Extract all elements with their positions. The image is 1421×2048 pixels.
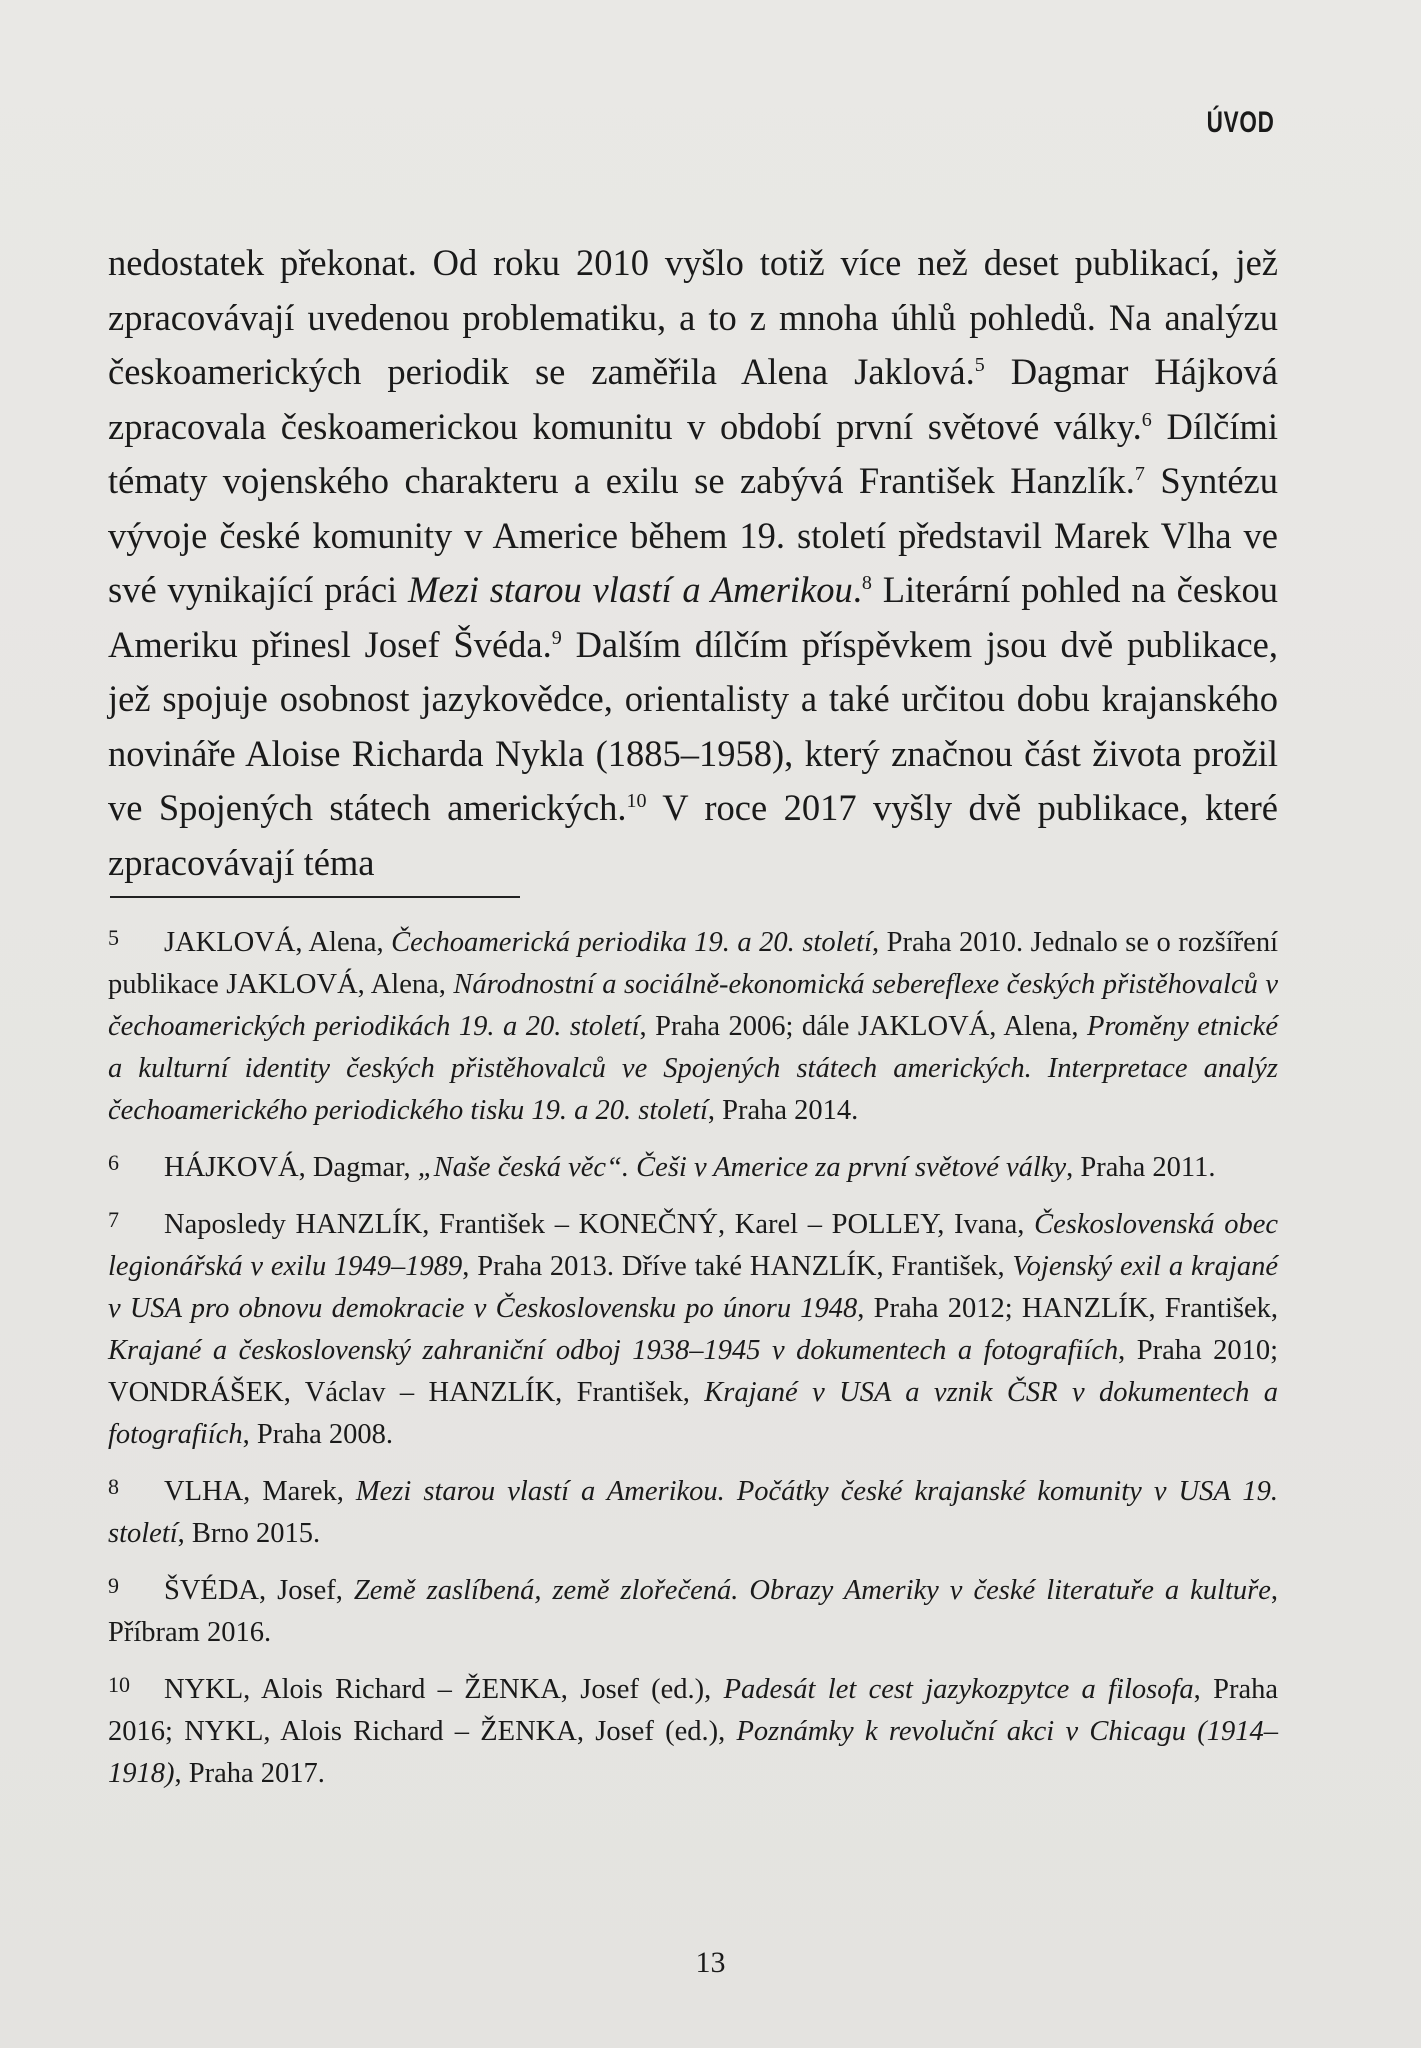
page-number: 13: [695, 1946, 726, 1979]
text-run: Naposledy HANZLÍK, František – KONEČNÝ, Karel – POLLEY, Ivana,: [164, 1209, 1035, 1240]
italic-title: Země zaslíbená, země zlořečená. Obrazy Ameriky v české literatuře a kultuře: [353, 1575, 1271, 1606]
text-run: .: [852, 569, 862, 610]
text-run: ŠVÉDA, Josef,: [164, 1575, 354, 1606]
text-run: , Praha 2014.: [707, 1095, 859, 1126]
text-run: HÁJKOVÁ, Dagmar,: [164, 1152, 418, 1183]
text-run: , Praha 2011.: [1066, 1152, 1216, 1183]
footnote-9: [108, 1565, 1278, 1654]
text-run: , Praha 2006; dále JAKLOVÁ, Alena,: [639, 1011, 1087, 1042]
footnotes: [108, 917, 1278, 1805]
italic-title: Vojenský exil a krajané v USA pro obnovu demokracie v Československu po únoru 1948: [108, 1251, 1279, 1324]
text-run: Literární pohled na českou Ameriku přinesl Josef Švéda.: [108, 569, 1278, 665]
text-run: Syntézu vývoje české komunity v Americe během 19. století představil Marek Vlha ve své vynikající práci: [108, 460, 1278, 610]
footnote-7: [108, 1199, 1278, 1456]
italic-title: Národnostní a sociálně-ekonomická sebereflexe českých přistěhovalců v čechoamerických periodikách 19. a 20. století: [108, 969, 1278, 1042]
footnote-number: 5: [108, 925, 119, 950]
text-run: , Praha 2016; NYKL, Alois Richard – ŽENKA, Josef (ed.),: [108, 1674, 1278, 1747]
text-run: , Praha 2012; HANZLÍK, František,: [857, 1293, 1278, 1324]
footnote-10: [108, 1664, 1278, 1795]
text-run: Dalším dílčím příspěvkem jsou dvě publikace, jež spojuje osobnost jazykovědce, orientalisty a také určitou dobu krajanského novináře Aloise Richarda Nykla (1885–1958), který značnou část života prožil ve Spojených státech amerických.: [108, 623, 1278, 828]
footnote-number: 8: [108, 1474, 119, 1499]
footnote-ref-8[interactable]: 8: [861, 571, 872, 594]
italic-title: „Naše česká věc“. Češi v Americe za první světové války: [417, 1152, 1067, 1183]
text-run: , Praha 2017.: [174, 1758, 325, 1789]
main-paragraph: [108, 236, 1278, 890]
footnote-ref-7[interactable]: 7: [1134, 462, 1145, 485]
text-run: , Praha 2010. Jednalo se o rozšíření publikace JAKLOVÁ, Alena,: [108, 927, 1278, 1000]
footnote-number: 7: [108, 1207, 119, 1232]
running-head: ÚVOD: [1206, 106, 1275, 139]
footnote-number: 10: [108, 1672, 130, 1697]
footnote-number: 9: [108, 1573, 119, 1598]
text-run: Dagmar Hájková zpracovala českoamerickou komunitu v období první světové války.: [108, 351, 1278, 447]
italic-title: Krajané v USA a vznik ČSR v dokumentech a fotografiích: [108, 1377, 1278, 1450]
italic-title: Mezi starou vlastí a Amerikou: [408, 569, 853, 610]
italic-title: Padesát let cest jazykozpytce a filosofa: [723, 1674, 1194, 1705]
italic-title: Poznámky k revoluční akci v Chicagu (1914–1918): [108, 1716, 1278, 1789]
footnote-ref-5[interactable]: 5: [974, 353, 985, 376]
text-run: Dílčími tématy vojenského charakteru a exilu se zabývá František Hanzlík.: [108, 405, 1278, 501]
footnote-8: [108, 1466, 1278, 1555]
text-run: , Praha 2010; VONDRÁŠEK, Václav – HANZLÍK, František,: [108, 1335, 1278, 1408]
footnote-rule: [110, 896, 520, 898]
text-run: , Praha 2013. Dříve také HANZLÍK, František,: [462, 1251, 1013, 1282]
text-run: V roce 2017 vyšly dvě publikace, které zpracovávají téma: [108, 787, 1278, 883]
main-text: [108, 236, 1278, 890]
footnote-number: 6: [108, 1150, 119, 1175]
text-run: nedostatek překonat. Od roku 2010 vyšlo totiž více než deset publikací, jež zpracovávají uvedenou problematiku, a to z mnoha úhlů pohledů. Na analýzu českoamerických periodik se zaměřila Alena Jaklová.: [108, 242, 1278, 392]
italic-title: Čechoamerická periodika 19. a 20. století: [391, 927, 872, 958]
italic-title: Krajané a československý zahraniční odboj 1938–1945 v dokumentech a fotografiích: [108, 1335, 1119, 1366]
italic-title: Proměny etnické a kulturní identity českých přistěhovalců ve Spojených státech amerických. Interpretace analýz čechoamerického periodického tisku 19. a 20. století: [108, 1011, 1278, 1126]
italic-title: Československá obec legionářská v exilu 1949–1989: [108, 1209, 1278, 1282]
text-run: , Praha 2008.: [242, 1419, 393, 1450]
footnote-ref-6[interactable]: 6: [1141, 408, 1152, 431]
text-run: NYKL, Alois Richard – ŽENKA, Josef (ed.),: [164, 1674, 724, 1705]
text-run: , Příbram 2016.: [108, 1575, 1279, 1648]
text-run: VLHA, Marek,: [164, 1476, 356, 1507]
footnote-6: [108, 1142, 1278, 1189]
footnote-ref-9[interactable]: 9: [551, 626, 562, 649]
footnote-5: [108, 917, 1278, 1132]
italic-title: Mezi starou vlastí a Amerikou. Počátky české krajanské komunity v USA 19. století: [108, 1476, 1278, 1549]
text-run: , Brno 2015.: [177, 1518, 321, 1549]
footnote-ref-10[interactable]: 10: [626, 789, 647, 812]
text-run: JAKLOVÁ, Alena,: [164, 927, 392, 958]
